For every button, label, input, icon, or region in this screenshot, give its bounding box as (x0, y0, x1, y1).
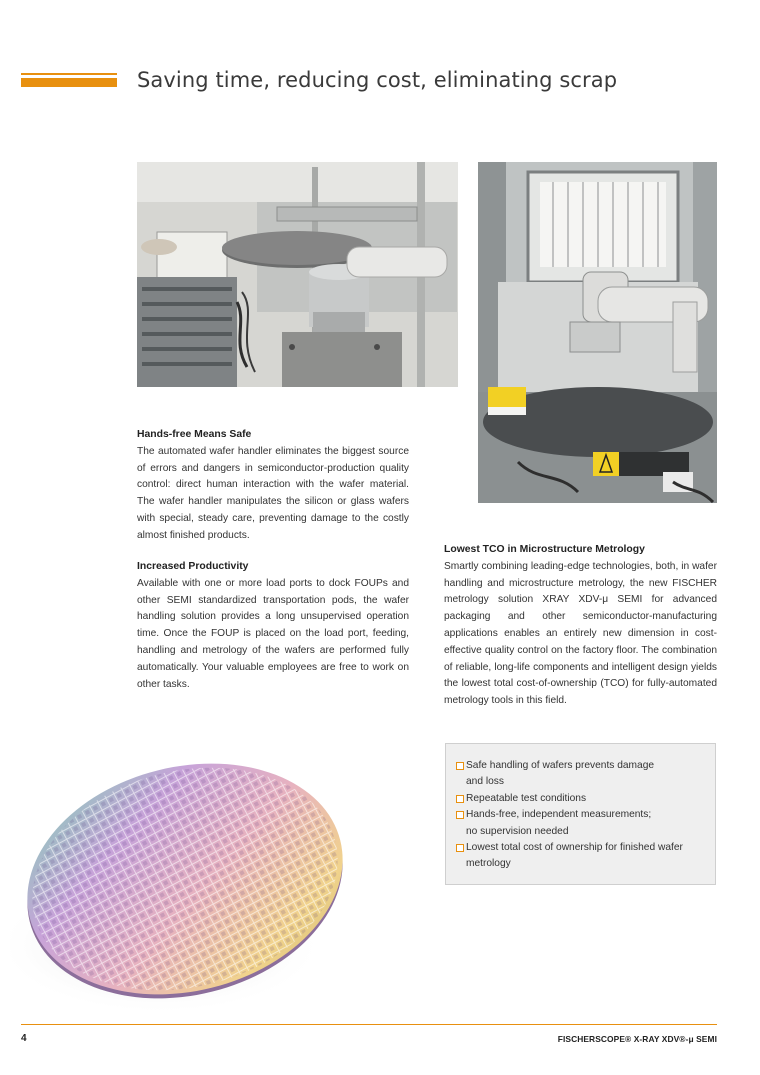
list-item-text: Repeatable test conditions (466, 792, 587, 804)
list-item-text: Safe handling of wafers prevents damage (466, 760, 655, 771)
robot-arm-photo (137, 162, 458, 387)
page-number: 4 (21, 1033, 27, 1044)
instrument-chamber-photo (478, 162, 717, 503)
list-item-text-continued: metrology (466, 858, 511, 870)
section-heading: Hands-free Means Safe (137, 429, 252, 440)
list-item-text: Lowest total cost of ownership for finished wafer (466, 842, 683, 854)
checkbox-bullet-icon (456, 795, 464, 803)
section-heading: Increased Productivity (137, 561, 249, 572)
checkbox-bullet-icon (456, 844, 464, 852)
checkbox-bullet-icon (456, 762, 464, 770)
checkbox-bullet-icon (456, 811, 464, 819)
list-item-text-continued: no supervision needed (466, 825, 569, 837)
section-heading: Lowest TCO in Microstructure Metrology (444, 544, 645, 555)
list-item (456, 791, 705, 807)
section-hands-free (137, 427, 409, 545)
accent-bar (21, 73, 117, 87)
silicon-wafer-photo (10, 755, 355, 1025)
section-tco (444, 542, 717, 710)
page-title: Saving time, reducing cost, eliminating scrap (137, 68, 618, 92)
list-item-text: Hands-free, independent measurements; (466, 809, 652, 821)
footer-divider (21, 1024, 717, 1025)
section-body: Smartly combining leading-edge technologies, both, in wafer handling and microstructure metrology, the new FISCHER metrology solution XRAY XDV-μ SEMI for advanced packaging and other semiconductor-manufacturing applications enables an entirely new dimension in cost-effective quality control on the factory floor. The combination of reliable, long-life components and intelligent design yields the lowest total cost-of-ownership (TCO) for fully-automated metrology tools in this field. (444, 560, 717, 707)
benefits-box (445, 743, 716, 885)
section-body: Available with one or more load ports to dock FOUPs and other SEMI standardized transportation pods, the wafer handling solution provides a long unsupervised operation time. Once the FOUP is placed on the load port, feeding, handling and metrology of the wafers are performed fully automatically. Your valuable employees are free to work on other tasks. (137, 577, 409, 690)
section-productivity (137, 559, 409, 693)
list-item (456, 807, 705, 840)
footer-brand: FISCHERSCOPE® X-RAY XDV®-μ SEMI (557, 1034, 717, 1044)
section-body: The automated wafer handler eliminates the biggest source of errors and dangers in semiconductor-production quality control: direct human interaction with the wafer material. The wafer handler manipulates the silicon or glass wafers with special, steady care, preventing damage to the costly almost finished products. (137, 445, 409, 541)
list-item (456, 758, 705, 791)
list-item (456, 840, 705, 873)
benefits-list (456, 758, 705, 873)
list-item-text-continued: and loss (466, 776, 504, 788)
